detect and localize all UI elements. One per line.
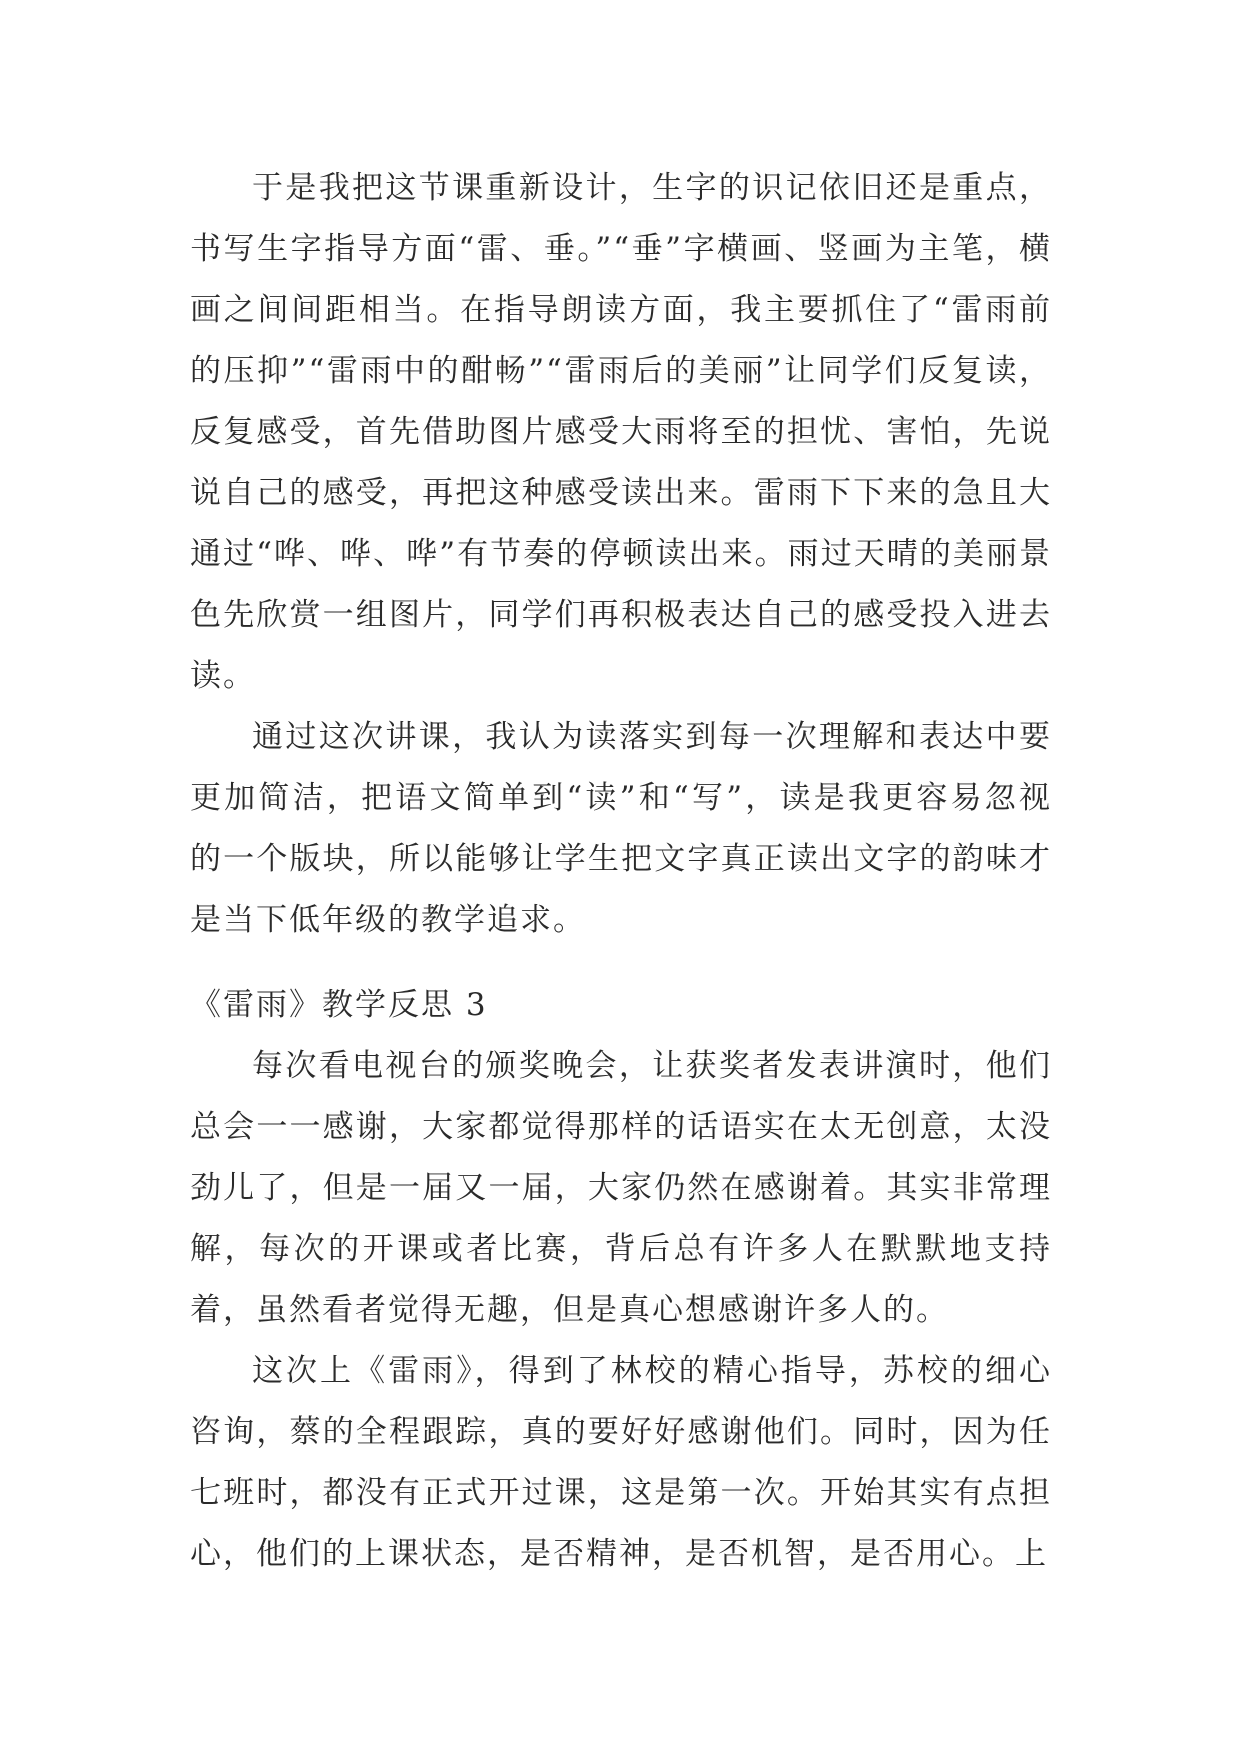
- text-block-top: [190, 158, 1052, 951]
- paragraph: 每次看电视台的颁奖晚会，让获奖者发表讲演时，他们总会一一感谢，大家都觉得那样的话语实在太无创意，太没劲儿了，但是一届又一届，大家仍然在感谢着。其实非常理解，每次的开课或者比赛，背后总有许多人在默默地支持着，虽然看者觉得无趣，但是真心想感谢许多人的。: [190, 1048, 1052, 1328]
- paragraph: 这次上《雷雨》，得到了林校的精心指导，苏校的细心咨询，蔡的全程跟踪，真的要好好感谢他们。同时，因为任七班时，都没有正式开过课，这是第一次。开始其实有点担心，他们的上课状态，是否精神，是否机智，是否用心。上: [190, 1353, 1052, 1572]
- paragraph: 于是我把这节课重新设计，生字的识记依旧还是重点，书写生字指导方面“雷、垂。”“垂”字横画、竖画为主笔，横画之间间距相当。在指导朗读方面，我主要抓住了“雷雨前的压抑”“雷雨中的酣畅”“雷雨后的美丽”让同学们反复读，反复感受，首先借助图片感受大雨将至的担忧、害怕，先说说自己的感受，再把这种感受读出来。雷雨下下来的急且大通过“哗、哗、哗”有节奏的停顿读出来。雨过天晴的美丽景色先欣赏一组图片，同学们再积极表达自己的感受投入进去读。: [190, 170, 1052, 694]
- section-title: 《雷雨》教学反思 3: [190, 987, 488, 1023]
- text-block-bottom: [190, 1036, 1052, 1585]
- paragraph: 通过这次讲课，我认为读落实到每一次理解和表达中要更加简洁，把语文简单到“读”和“写”，读是我更容易忽视的一个版块，所以能够让学生把文字真正读出文字的韵味才是当下低年级的教学追求。: [190, 719, 1052, 938]
